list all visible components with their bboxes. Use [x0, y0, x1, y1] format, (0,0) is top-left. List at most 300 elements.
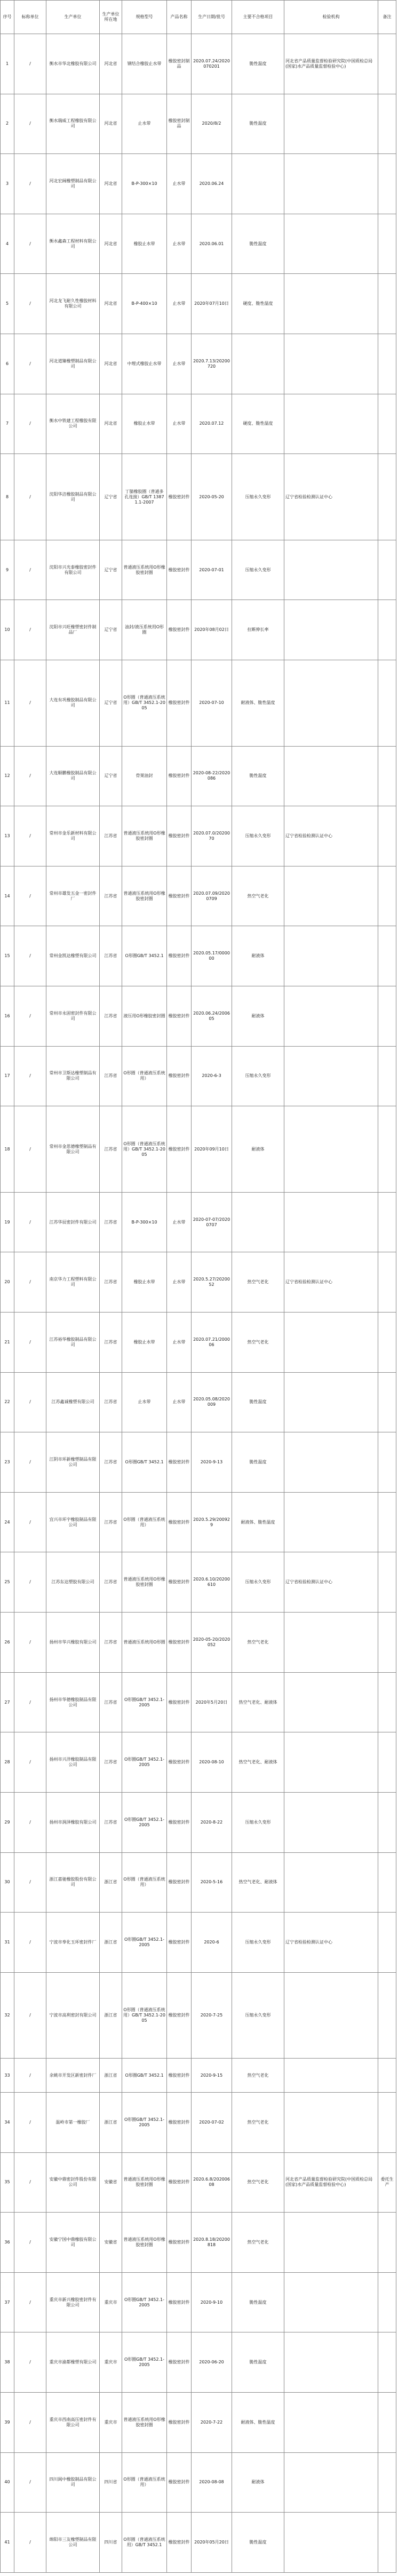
table-row [1, 1672, 396, 1732]
cell-nominal: / [14, 214, 46, 274]
cell-nominal: / [14, 2213, 46, 2273]
cell-product: 橡胶密封件 [167, 746, 192, 806]
cell-date: 2020.07.21/200006 [192, 1313, 232, 1373]
cell-producer: 温岭市第一橡胶厂 [46, 2092, 100, 2152]
table-row [1, 660, 396, 747]
cell-org [284, 334, 378, 394]
cell-note [378, 154, 396, 214]
cell-no: 4 [1, 214, 14, 274]
cell-nominal: / [14, 1192, 46, 1252]
cell-product: 橡胶密封件 [167, 2513, 192, 2573]
table-row [1, 2513, 396, 2573]
cell-spec: 钢结合橡胶止水带 [122, 34, 167, 94]
cell-note [378, 2393, 396, 2453]
cell-location: 辽宁省 [100, 746, 122, 806]
cell-date: 2020.7.13/20200720 [192, 334, 232, 394]
cell-spec: 中埋式橡胶止水带 [122, 334, 167, 394]
cell-date: 2020-08-10 [192, 1732, 232, 1793]
cell-no: 6 [1, 334, 14, 394]
cell-org: 辽宁省检验检测认证中心 [284, 1252, 378, 1313]
cell-producer: 大连有巩橡胶制品有限公司 [46, 660, 100, 747]
cell-nominal: / [14, 926, 46, 986]
cell-fail: 脆性温度 [232, 34, 284, 94]
cell-location: 四川省 [100, 2452, 122, 2513]
cell-producer: 江苏华辰密封件有限公司 [46, 1192, 100, 1252]
cell-spec: B-P-300×10 [122, 154, 167, 214]
cell-nominal: / [14, 1313, 46, 1373]
cell-producer: 常州市金思德橡塑制品有限公司 [46, 1106, 100, 1193]
cell-no: 10 [1, 600, 14, 660]
cell-no: 5 [1, 274, 14, 334]
cell-fail: 热空气老化、耐液体 [232, 1732, 284, 1793]
cell-location: 浙江省 [100, 1913, 122, 1973]
cell-no: 39 [1, 2393, 14, 2453]
cell-no: 16 [1, 986, 14, 1047]
cell-org [284, 214, 378, 274]
cell-producer: 沈阳华洁橡胶制品有限公司 [46, 454, 100, 540]
header-date: 生产日期/批号 [192, 1, 232, 34]
cell-no: 25 [1, 1552, 14, 1613]
cell-no: 23 [1, 1432, 14, 1493]
cell-no: 35 [1, 2152, 14, 2213]
cell-location: 重庆市 [100, 2332, 122, 2393]
cell-org [284, 1792, 378, 1852]
cell-producer: 江阴市环新橡塑制品有限公司 [46, 1432, 100, 1493]
cell-location: 浙江省 [100, 1972, 122, 2059]
table-row [1, 806, 396, 866]
cell-nominal: / [14, 806, 46, 866]
cell-product: 橡胶密封件 [167, 1672, 192, 1732]
cell-fail: 硬度、脆性温度 [232, 274, 284, 334]
header-org: 检验机构 [284, 1, 378, 34]
cell-nominal: / [14, 334, 46, 394]
cell-note [378, 2059, 396, 2093]
header-spec: 规格型号 [122, 1, 167, 34]
cell-nominal: / [14, 2513, 46, 2573]
cell-nominal: / [14, 746, 46, 806]
cell-org: 辽宁省检验检测认证中心 [284, 1552, 378, 1613]
cell-producer: 扬州市润泽橡胶有限公司 [46, 1792, 100, 1852]
cell-nominal: / [14, 986, 46, 1047]
cell-fail: 脆性温度 [232, 214, 284, 274]
cell-location: 江苏省 [100, 866, 122, 926]
cell-producer: 南京华力工程塑料有限公司 [46, 1252, 100, 1313]
cell-product: 橡胶密封件 [167, 2213, 192, 2273]
cell-date: 2020年09月10日 [192, 1106, 232, 1193]
cell-location: 江苏省 [100, 806, 122, 866]
cell-spec: O形圈GB/T 3452.1-2005 [122, 1792, 167, 1852]
cell-product: 橡胶密封件 [167, 2059, 192, 2093]
cell-fail: 脆性温度 [232, 1432, 284, 1493]
cell-no: 8 [1, 454, 14, 540]
cell-date: 2020-05-20/2020052 [192, 1613, 232, 1673]
cell-spec: O形圈（普通液压系统用） [122, 1492, 167, 1552]
cell-no: 2 [1, 94, 14, 154]
cell-fail: 耐液体 [232, 2452, 284, 2513]
cell-location: 辽宁省 [100, 454, 122, 540]
cell-org [284, 1313, 378, 1373]
cell-fail: 压缩永久变形 [232, 1552, 284, 1613]
cell-location: 河北省 [100, 394, 122, 454]
cell-no: 13 [1, 806, 14, 866]
cell-org [284, 274, 378, 334]
table-row [1, 926, 396, 986]
cell-location: 江苏省 [100, 1672, 122, 1732]
cell-date: 2020.06.24/200605 [192, 986, 232, 1047]
table-row [1, 1046, 396, 1106]
cell-product: 止水带 [167, 1252, 192, 1313]
cell-spec: 普通液压系统用O形圈 [122, 1613, 167, 1673]
cell-note [378, 1972, 396, 2059]
cell-fail: 耐液体 [232, 986, 284, 1047]
cell-note [378, 866, 396, 926]
cell-spec: O形圈GB/T 3452.1-2005 [122, 2092, 167, 2152]
cell-note [378, 1192, 396, 1252]
cell-date: 2020.07.09/20200709 [192, 866, 232, 926]
cell-org [284, 986, 378, 1047]
cell-producer: 扬州市兴洋橡胶制品有限公司 [46, 1732, 100, 1793]
cell-location: 江苏省 [100, 1313, 122, 1373]
cell-product: 橡胶密封件 [167, 1432, 192, 1493]
cell-producer: 安徽宁国中鼎橡胶有限公司 [46, 2213, 100, 2273]
cell-fail: 耐液体、脆性温度 [232, 660, 284, 747]
cell-fail: 硬度、脆性温度 [232, 394, 284, 454]
cell-no: 34 [1, 2092, 14, 2152]
cell-location: 河北省 [100, 274, 122, 334]
cell-fail: 拉断伸长率 [232, 600, 284, 660]
cell-nominal: / [14, 274, 46, 334]
cell-spec: O形圈（普通液压系统用） [122, 1852, 167, 1913]
cell-nominal: / [14, 2152, 46, 2213]
cell-no: 27 [1, 1672, 14, 1732]
cell-note [378, 746, 396, 806]
table-row [1, 454, 396, 540]
cell-producer: 常州市永固密封件有限公司 [46, 986, 100, 1047]
cell-fail: 脆性温度 [232, 2332, 284, 2393]
cell-producer: 重庆市渝都橡塑有限公司 [46, 2332, 100, 2393]
cell-producer: 衡水瑞威工程橡胶有限公司 [46, 94, 100, 154]
cell-producer: 绵阳市三友橡塑制品有限公司 [46, 2513, 100, 2573]
cell-note [378, 926, 396, 986]
table-row [1, 1192, 396, 1252]
cell-producer: 江苏裕华橡胶制品有限公司 [46, 1313, 100, 1373]
cell-fail: 压缩永久变形 [232, 454, 284, 540]
cell-spec: 普通液压系统用O形橡胶密封圈 [122, 1552, 167, 1613]
cell-fail: 热空气老化 [232, 2152, 284, 2213]
cell-nominal: / [14, 394, 46, 454]
cell-note [378, 1613, 396, 1673]
cell-no: 22 [1, 1372, 14, 1432]
cell-producer: 重庆市西南高压密封件有限公司 [46, 2393, 100, 2453]
cell-product: 橡胶密封件 [167, 1046, 192, 1106]
table-row [1, 2092, 396, 2152]
header-location: 生产单位所在地 [100, 1, 122, 34]
cell-spec: 液压用O形橡胶密封圈 [122, 986, 167, 1047]
cell-product: 橡胶密封件 [167, 600, 192, 660]
cell-product: 止水带 [167, 334, 192, 394]
cell-spec: 丁腈橡胶圈（普通多孔连接）GB/T 13871.1-2007 [122, 454, 167, 540]
cell-no: 21 [1, 1313, 14, 1373]
table-row [1, 1792, 396, 1852]
cell-spec: 油封/液压系统用O形圈 [122, 600, 167, 660]
cell-date: 2020-07-02 [192, 2092, 232, 2152]
table-row [1, 1106, 396, 1193]
cell-fail: 热空气老化 [232, 1313, 284, 1373]
cell-org [284, 2272, 378, 2332]
cell-product: 止水带 [167, 1313, 192, 1373]
table-row [1, 94, 396, 154]
cell-location: 江苏省 [100, 1106, 122, 1193]
cell-spec: 骨架油封 [122, 746, 167, 806]
cell-product: 橡胶密封件 [167, 2452, 192, 2513]
cell-spec: 橡胶止水带 [122, 394, 167, 454]
cell-spec: B-P-400×10 [122, 274, 167, 334]
cell-note [378, 1672, 396, 1732]
table-row [1, 1852, 396, 1913]
cell-org [284, 94, 378, 154]
cell-date: 2020-7-22 [192, 2393, 232, 2453]
cell-note [378, 1313, 396, 1373]
cell-spec: O形圈GB/T 3452.1 [122, 2059, 167, 2093]
table-row [1, 1492, 396, 1552]
cell-location: 江苏省 [100, 1192, 122, 1252]
cell-product: 橡胶密封件 [167, 1852, 192, 1913]
cell-location: 河北省 [100, 94, 122, 154]
table-row [1, 2393, 396, 2453]
table-row [1, 154, 396, 214]
cell-product: 橡胶密封件 [167, 806, 192, 866]
cell-product: 橡胶密封件 [167, 1972, 192, 2059]
cell-note [378, 660, 396, 747]
table-row [1, 2152, 396, 2213]
cell-no: 38 [1, 2332, 14, 2393]
cell-org [284, 1432, 378, 1493]
cell-org [284, 746, 378, 806]
cell-date: 2020.5.27/2020052 [192, 1252, 232, 1313]
cell-no: 19 [1, 1192, 14, 1252]
cell-product: 止水带 [167, 394, 192, 454]
cell-nominal: / [14, 2332, 46, 2393]
cell-no: 29 [1, 1792, 14, 1852]
table-row [1, 540, 396, 600]
table-row [1, 1313, 396, 1373]
cell-no: 32 [1, 1972, 14, 2059]
cell-spec: 普通液压系统用O形橡胶密封圈 [122, 806, 167, 866]
cell-nominal: / [14, 660, 46, 747]
cell-product: 橡胶密封制品 [167, 34, 192, 94]
cell-note [378, 34, 396, 94]
cell-org [284, 600, 378, 660]
cell-date: 2020-05-20 [192, 454, 232, 540]
cell-spec: O形圈（普通液压系统用）GB/T 3452.1-2005 [122, 1972, 167, 2059]
cell-no: 20 [1, 1252, 14, 1313]
table-row [1, 746, 396, 806]
cell-note [378, 1252, 396, 1313]
cell-org [284, 926, 378, 986]
cell-note [378, 2272, 396, 2332]
table-row [1, 334, 396, 394]
cell-producer: 河北道臻橡塑制品有限公司 [46, 334, 100, 394]
cell-producer: 沈阳市兴光泰橡胶密封件有限公司 [46, 540, 100, 600]
table-row [1, 1613, 396, 1673]
cell-location: 江苏省 [100, 1792, 122, 1852]
cell-location: 江苏省 [100, 1372, 122, 1432]
cell-org [284, 2213, 378, 2273]
table-row [1, 2059, 396, 2093]
cell-note [378, 600, 396, 660]
cell-product: 橡胶密封件 [167, 2092, 192, 2152]
cell-org: 河北省产品质量监督检验研究院(中国质检总局(国家)水产品质量监督检验中心) [284, 34, 378, 94]
cell-fail: 热空气老化、耐液体 [232, 1672, 284, 1732]
cell-org: 辽宁省检验检测认证中心 [284, 806, 378, 866]
cell-org [284, 1672, 378, 1732]
cell-product: 橡胶密封件 [167, 986, 192, 1047]
cell-nominal: / [14, 866, 46, 926]
cell-product: 橡胶密封件 [167, 1106, 192, 1193]
cell-producer: 常州市金乐新材料有限公司 [46, 806, 100, 866]
header-fail: 主要不合格项目 [232, 1, 284, 34]
cell-date: 2020-07-10 [192, 660, 232, 747]
cell-date: 2020-9-10 [192, 2272, 232, 2332]
table-row [1, 866, 396, 926]
cell-producer: 常州金凯达橡塑有限公司 [46, 926, 100, 986]
cell-fail: 热空气老化 [232, 866, 284, 926]
cell-no: 7 [1, 394, 14, 454]
cell-org [284, 660, 378, 747]
cell-nominal: / [14, 154, 46, 214]
cell-fail: 脆性温度 [232, 746, 284, 806]
cell-product: 橡胶密封件 [167, 1732, 192, 1793]
cell-no: 15 [1, 926, 14, 986]
cell-nominal: / [14, 1613, 46, 1673]
cell-note [378, 274, 396, 334]
cell-note [378, 2213, 396, 2273]
cell-producer: 余姚市开发区新密封件厂 [46, 2059, 100, 2093]
cell-note [378, 2332, 396, 2393]
cell-location: 辽宁省 [100, 600, 122, 660]
cell-product: 橡胶密封件 [167, 1913, 192, 1973]
cell-date: 2020.05.17/000000 [192, 926, 232, 986]
cell-fail [232, 334, 284, 394]
cell-spec: 普通液压系统用O形橡胶密封圈 [122, 2213, 167, 2273]
cell-org [284, 1106, 378, 1193]
cell-no: 30 [1, 1852, 14, 1913]
cell-note [378, 1913, 396, 1973]
cell-date: 2020.05.08/2020009 [192, 1372, 232, 1432]
cell-location: 辽宁省 [100, 660, 122, 747]
cell-org [284, 394, 378, 454]
table-row [1, 1432, 396, 1493]
cell-fail: 压缩永久变形 [232, 1046, 284, 1106]
cell-date: 2020.8.18/20200818 [192, 2213, 232, 2273]
cell-producer: 扬州市华德橡胶制品有限公司 [46, 1672, 100, 1732]
cell-fail: 热空气老化 [232, 1252, 284, 1313]
cell-date: 2020-07-07/20200707 [192, 1192, 232, 1252]
cell-date: 2020-07-01 [192, 540, 232, 600]
cell-location: 河北省 [100, 214, 122, 274]
cell-org [284, 1613, 378, 1673]
cell-location: 浙江省 [100, 1852, 122, 1913]
cell-note [378, 1792, 396, 1852]
cell-note [378, 2092, 396, 2152]
header-product: 产品名称 [167, 1, 192, 34]
cell-nominal: / [14, 1046, 46, 1106]
cell-spec: O形圈GB/T 3452.1-2005 [122, 1913, 167, 1973]
cell-location: 江苏省 [100, 926, 122, 986]
cell-spec: O形圈（普通液压系统用） [122, 2452, 167, 2513]
cell-product: 橡胶密封制品 [167, 94, 192, 154]
cell-note [378, 1852, 396, 1913]
cell-date: 2020-9-15 [192, 2059, 232, 2093]
cell-product: 橡胶密封件 [167, 926, 192, 986]
cell-date: 2020.07.24/2020070201 [192, 34, 232, 94]
cell-date: 2020年5月20日 [192, 1672, 232, 1732]
cell-location: 江苏省 [100, 1252, 122, 1313]
cell-spec: O形圈（普通液压系统用）GB/T 3452.1-2005 [122, 1106, 167, 1193]
cell-location: 江苏省 [100, 986, 122, 1047]
cell-product: 止水带 [167, 274, 192, 334]
cell-note [378, 540, 396, 600]
cell-location: 重庆市 [100, 2272, 122, 2332]
cell-note [378, 1106, 396, 1193]
cell-fail: 热空气老化 [232, 2213, 284, 2273]
cell-fail: 脆性温度 [232, 1372, 284, 1432]
header-producer: 生产单位 [46, 1, 100, 34]
cell-product: 橡胶密封件 [167, 866, 192, 926]
cell-product: 橡胶密封件 [167, 1552, 192, 1613]
cell-producer: 衡水市华北橡胶有限公司 [46, 34, 100, 94]
cell-location: 河北省 [100, 334, 122, 394]
cell-nominal: / [14, 540, 46, 600]
table-row [1, 1972, 396, 2059]
cell-no: 36 [1, 2213, 14, 2273]
cell-location: 浙江省 [100, 2092, 122, 2152]
table-row [1, 1372, 396, 1432]
cell-spec: O形圈（普通液压系统用） [122, 1046, 167, 1106]
cell-spec: O形圈GB/T 3452.1 [122, 926, 167, 986]
cell-spec: O形圈GB/T 3452.1-2005 [122, 2272, 167, 2332]
cell-spec: O形圈（普通液压系统用）GB/T 3452.1-2005 [122, 660, 167, 747]
cell-product: 橡胶密封件 [167, 454, 192, 540]
cell-spec: 普通液压系统用O形橡胶密封圈 [122, 540, 167, 600]
cell-note [378, 454, 396, 540]
cell-nominal: / [14, 1432, 46, 1493]
cell-spec: 普通液压系统用O形橡胶密封圈 [122, 2152, 167, 2213]
cell-fail: 压缩永久变形 [232, 806, 284, 866]
cell-fail: 热空气老化 [232, 1613, 284, 1673]
cell-fail: 热空气老化、耐液体 [232, 1852, 284, 1913]
table-row [1, 2213, 396, 2273]
cell-nominal: / [14, 34, 46, 94]
cell-producer: 四川阆中橡胶制品有限公司 [46, 2452, 100, 2513]
cell-fail: 压缩永久变形 [232, 1792, 284, 1852]
cell-note [378, 1372, 396, 1432]
cell-spec: 普通液压系统用O形橡胶密封圈 [122, 2393, 167, 2453]
cell-producer: 沈阳市兴旺橡塑密封件制品厂 [46, 600, 100, 660]
cell-product: 橡胶密封件 [167, 1492, 192, 1552]
cell-org [284, 1192, 378, 1252]
cell-product: 橡胶密封件 [167, 1792, 192, 1852]
cell-location: 江苏省 [100, 1552, 122, 1613]
cell-org [284, 1372, 378, 1432]
table-row [1, 274, 396, 334]
cell-product: 橡胶密封件 [167, 540, 192, 600]
table-row [1, 214, 396, 274]
cell-no: 14 [1, 866, 14, 926]
cell-date: 2020年07月10日 [192, 274, 232, 334]
table-row [1, 2452, 396, 2513]
cell-spec: 橡胶止水带 [122, 1252, 167, 1313]
